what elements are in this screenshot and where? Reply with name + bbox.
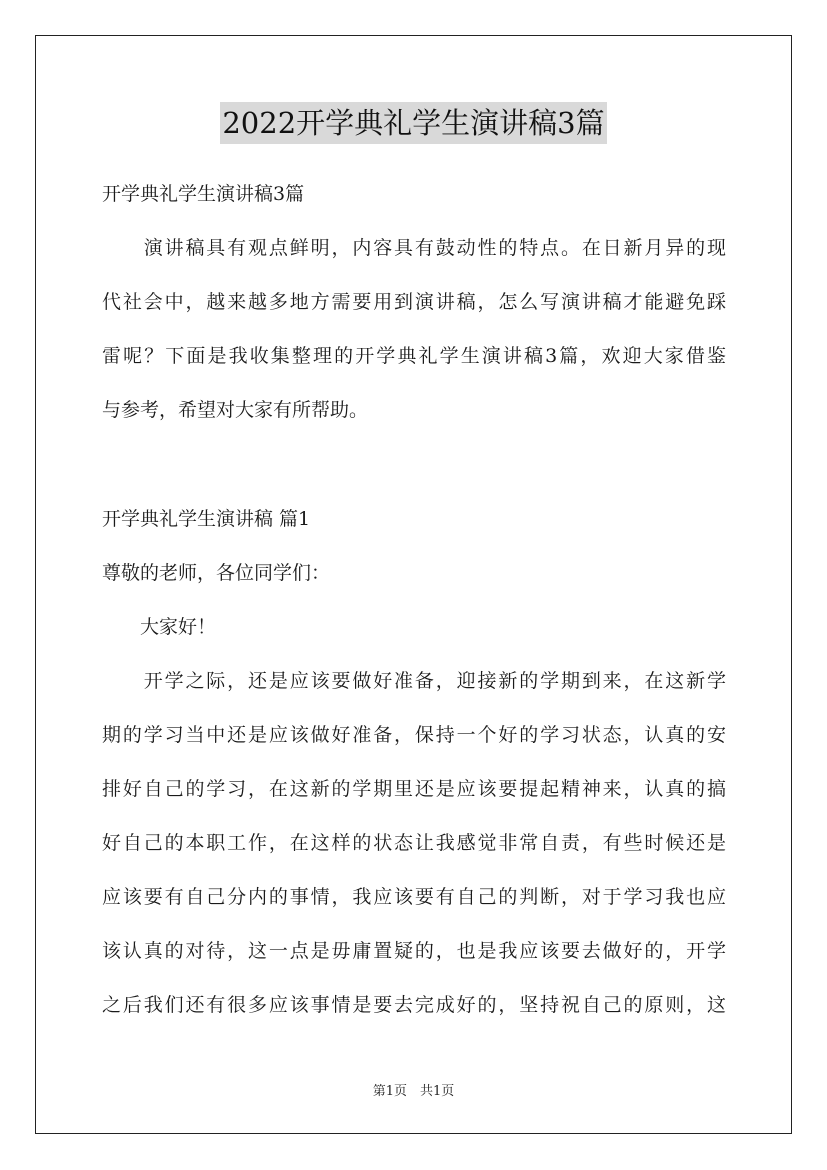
document-title: 2022开学典礼学生演讲稿3篇: [220, 102, 606, 144]
section-heading: 开学典礼学生演讲稿 篇1: [102, 508, 311, 530]
body-line: 期的学习当中还是应该做好准备，保持一个好的学习状态，认真的安: [102, 724, 726, 746]
body-line: 之后我们还有很多应该事情是要去完成好的，坚持祝自己的原则，这: [102, 994, 726, 1016]
body-line: 好自己的本职工作，在这样的状态让我感觉非常自责，有些时候还是: [102, 832, 726, 854]
salutation: 尊敬的老师，各位同学们：: [102, 562, 331, 584]
intro-line: 与参考，希望对大家有所帮助。: [102, 399, 369, 421]
body-line: 应该要有自己分内的事情，我应该要有自己的判断，对于学习我也应: [102, 886, 726, 908]
intro-line: 演讲稿具有观点鲜明，内容具有鼓动性的特点。在日新月异的现: [102, 237, 726, 259]
greeting: 大家好！: [102, 616, 217, 638]
body-line: 该认真的对待，这一点是毋庸置疑的，也是我应该要去做好的，开学: [102, 940, 726, 962]
document-subtitle: 开学典礼学生演讲稿3篇: [102, 183, 305, 205]
intro-line: 雷呢？下面是我收集整理的开学典礼学生演讲稿3篇，欢迎大家借鉴: [102, 345, 726, 367]
body-line: 排好自己的学习，在这新的学期里还是应该要提起精神来，认真的搞: [102, 778, 726, 800]
body-line: 开学之际，还是应该要做好准备，迎接新的学期到来，在这新学: [102, 670, 726, 692]
intro-line: 代社会中，越来越多地方需要用到演讲稿，怎么写演讲稿才能避免踩: [102, 291, 726, 313]
page-footer: 第1页 共1页: [372, 1084, 455, 1099]
title-container: [0, 102, 827, 144]
